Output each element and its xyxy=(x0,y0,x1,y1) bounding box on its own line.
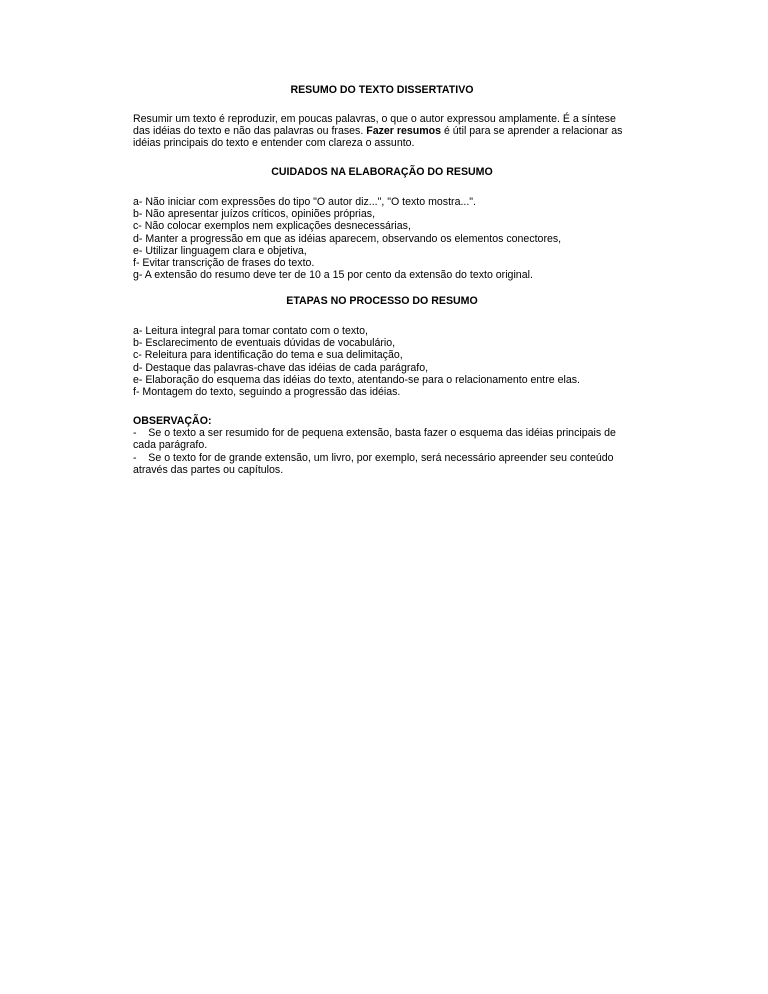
list-item: d- Manter a progressão em que as idéias aparecem, observando os elementos conectores, xyxy=(133,232,562,245)
intro-paragraph xyxy=(133,113,631,150)
intro-line-2 xyxy=(133,125,631,137)
list-item: f- Montagem do texto, seguindo a progressão das idéias. xyxy=(133,386,401,399)
section-heading-cuidados: CUIDADOS NA ELABORAÇÃO DO RESUMO xyxy=(271,166,493,178)
list-item: f- Evitar transcrição de frases do texto. xyxy=(133,257,315,270)
observation-line: através das partes ou capítulos. xyxy=(133,463,284,476)
observation-block xyxy=(133,415,631,476)
list-item: g- A extensão do resumo deve ter de 10 a 15 por cento da extensão do texto original. xyxy=(133,269,533,282)
intro-line-1: Resumir um texto é reproduzir, em poucas palavras, o que o autor expressou amplamente. É a síntese xyxy=(133,113,616,125)
etapas-list xyxy=(133,325,631,398)
list-item: e- Utilizar linguagem clara e objetiva, xyxy=(133,244,307,257)
observation-line: - Se o texto for de grande extensão, um livro, por exemplo, será necessário apreender seu conteúdo xyxy=(133,451,614,464)
list-item: d- Destaque das palavras-chave das idéias de cada parágrafo, xyxy=(133,361,429,374)
list-item: a- Não iniciar com expressões do tipo "O autor diz...", "O texto mostra...". xyxy=(133,196,476,208)
observation-line: - Se o texto a ser resumido for de pequena extensão, basta fazer o esquema das idéias principais de xyxy=(133,427,616,440)
intro-line-2-start: das idéias do texto e não das palavras ou frases. xyxy=(133,125,367,138)
list-item: e- Elaboração do esquema das idéias do texto, atentando-se para o relacionamento entre elas. xyxy=(133,373,580,386)
section-heading-etapas: ETAPAS NO PROCESSO DO RESUMO xyxy=(286,295,478,307)
intro-bold-phrase: Fazer resumos xyxy=(366,125,441,138)
document-page xyxy=(133,0,631,994)
list-item: c- Releitura para identificação do tema e sua delimitação, xyxy=(133,349,403,362)
intro-line-3: idéias principais do texto e entender com clareza o assunto. xyxy=(133,137,415,150)
document-title: RESUMO DO TEXTO DISSERTATIVO xyxy=(290,84,474,96)
observation-title: OBSERVAÇÃO: xyxy=(133,415,212,427)
intro-line-2-end: é útil para se aprender a relacionar as xyxy=(441,125,623,138)
list-item: c- Não colocar exemplos nem explicações desnecessárias, xyxy=(133,220,411,233)
observation-line: cada parágrafo. xyxy=(133,439,208,452)
list-item: b- Não apresentar juízos críticos, opiniões próprias, xyxy=(133,208,376,221)
cuidados-list xyxy=(133,196,631,281)
list-item: b- Esclarecimento de eventuais dúvidas de vocabulário, xyxy=(133,337,396,350)
list-item: a- Leitura integral para tomar contato com o texto, xyxy=(133,325,368,337)
